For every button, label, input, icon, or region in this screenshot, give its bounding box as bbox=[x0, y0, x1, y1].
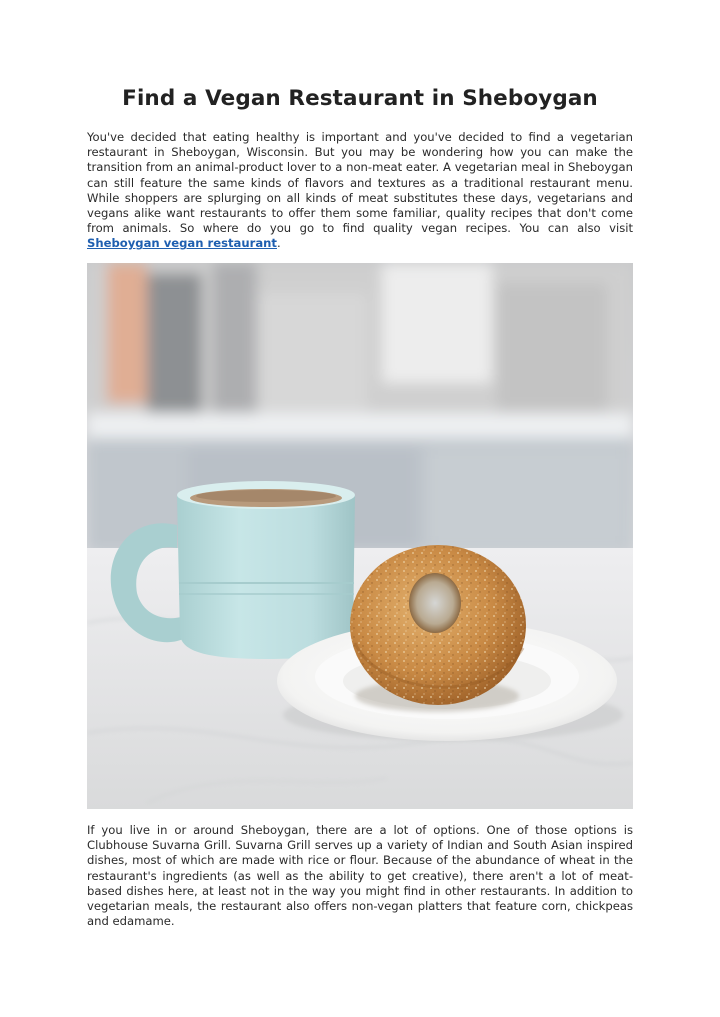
coffee-donut-photo bbox=[87, 263, 633, 809]
page-title: Find a Vegan Restaurant in Sheboygan bbox=[122, 86, 598, 111]
intro-text: You've decided that eating healthy is important and you've decided to find a vegetarian restaurant in Sheboygan, Wisconsin. But you may be wondering how you can make the transition from an animal-product lover to a non-meat eater. A vegetarian meal in Sheboygan can still feature the same kinds of flavors and textures as a traditional restaurant menu. While shoppers are splurging on all kinds of meat substitutes these days, vegetarians and vegans alike want restaurants to offer them some familiar, quality recipes that don't come from animals. So where do you go to find quality vegan recipes. You can also visit bbox=[87, 130, 633, 236]
sheboygan-vegan-restaurant-link[interactable]: Sheboygan vegan restaurant bbox=[87, 236, 277, 251]
intro-paragraph bbox=[87, 130, 633, 252]
body-paragraph: If you live in or around Sheboygan, there are a lot of options. One of those options is Clubhouse Suvarna Grill. Suvarna Grill serves up a variety of Indian and South Asian inspired dishes, most of which are made with rice or flour. Because of the abundance of wheat in the restaurant's ingredients (as well as the ability to get creative), there aren't a lot of meat-based dishes here, at least not in the way you might find in other restaurants. In addition to vegetarian meals, the restaurant also offers non-vegan platters that feature corn, chickpeas and edamame. bbox=[87, 823, 633, 929]
intro-text-end: . bbox=[276, 236, 281, 251]
